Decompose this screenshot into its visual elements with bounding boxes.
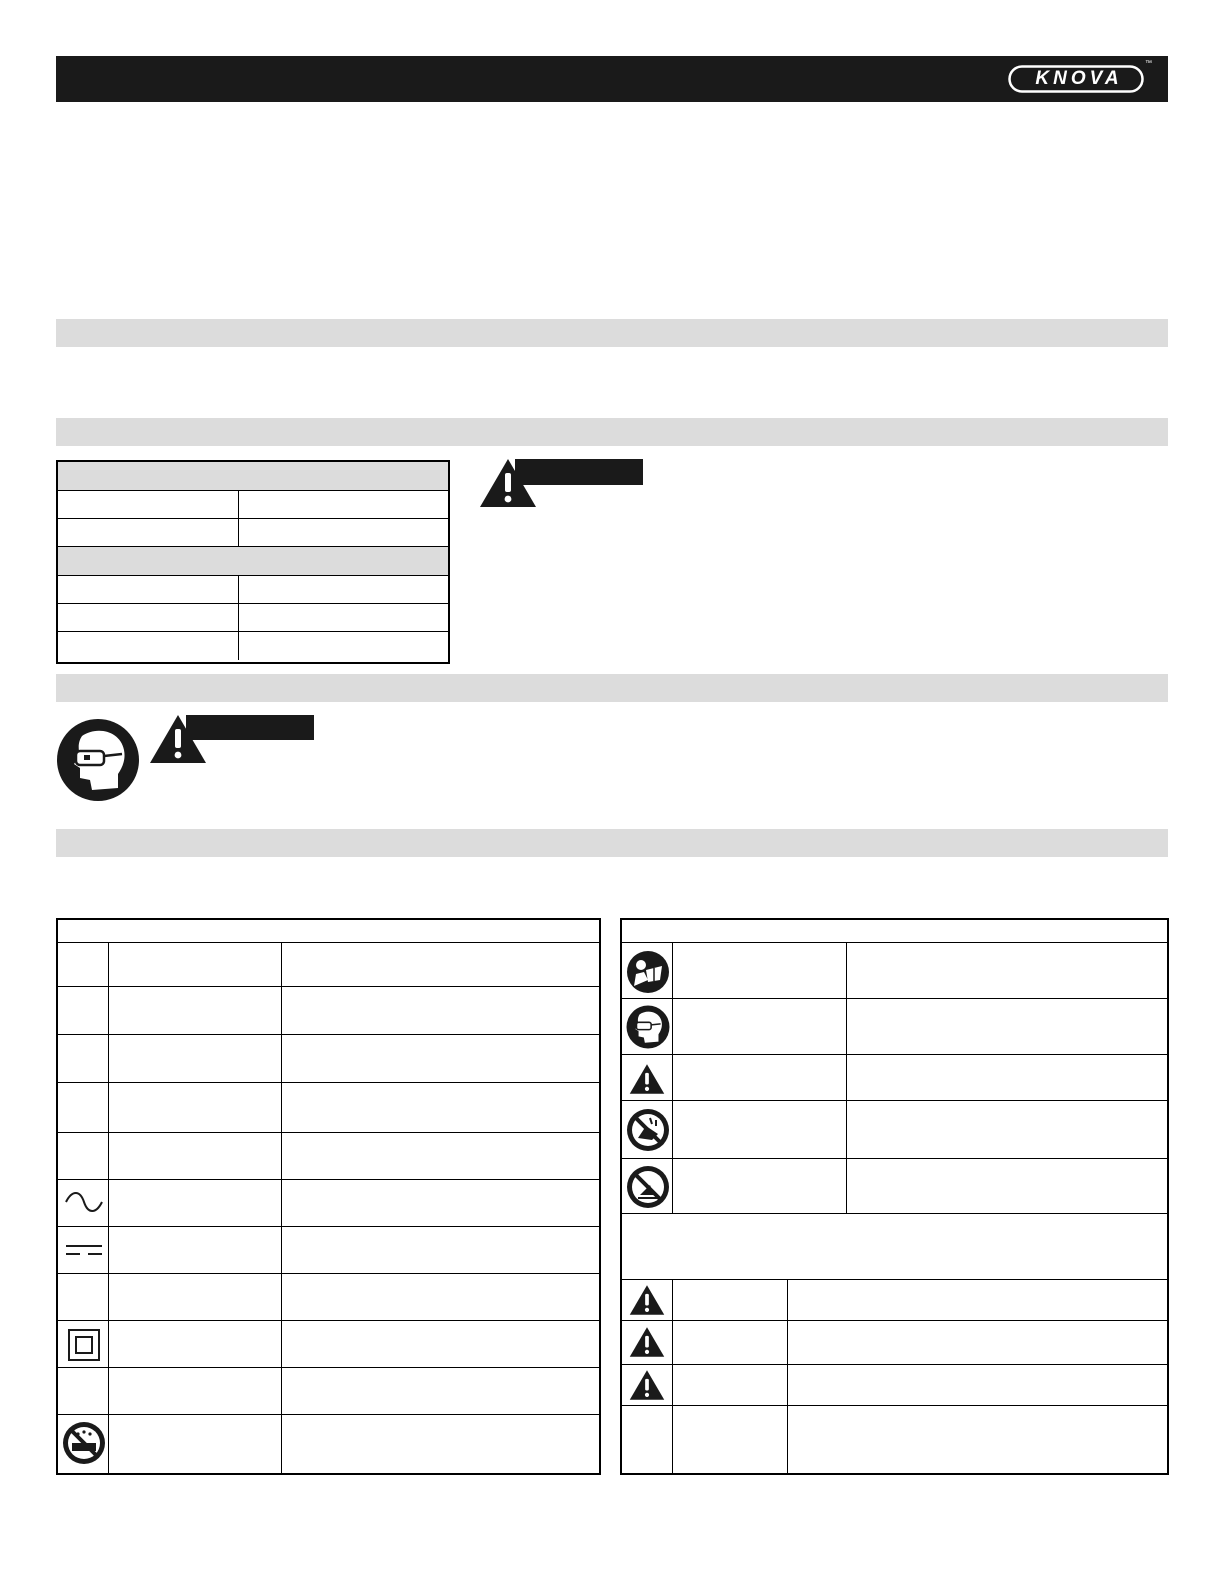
- warning-triangle-icon: [628, 1284, 666, 1316]
- double-insulation-icon: [68, 1329, 100, 1361]
- section-bar-3: [56, 674, 1168, 702]
- no-wet-surface-icon: [626, 1165, 670, 1209]
- table-row: [622, 1100, 1167, 1158]
- warning-triangle-icon: [628, 1063, 666, 1095]
- table-row: [622, 1320, 1167, 1364]
- alternating-current-icon: [64, 1192, 104, 1212]
- section-bar-2: [56, 418, 1168, 446]
- table-row: [622, 1405, 1167, 1473]
- warning-triangle-icon: [628, 1326, 666, 1358]
- signal-word-banner: [515, 459, 643, 485]
- warning-triangle-icon: [628, 1369, 666, 1401]
- specifications-table: [56, 460, 450, 664]
- table-row: [58, 1034, 599, 1082]
- table-row: [58, 1082, 599, 1132]
- brand-logo-text: KNOVA: [1035, 68, 1123, 89]
- table-row: [622, 1279, 1167, 1320]
- eye-protection-icon: [56, 718, 140, 802]
- table-row: [58, 1320, 599, 1367]
- table-row: [58, 1132, 599, 1179]
- symbols-table-left: [56, 918, 601, 1475]
- spec-group-header: [58, 462, 448, 491]
- no-water-exposure-icon: [626, 1108, 670, 1152]
- spec-row: [58, 632, 448, 660]
- spec-row: [58, 519, 448, 547]
- spec-row: [58, 491, 448, 519]
- section-bar-1: [56, 319, 1168, 347]
- brand-logo: [1008, 60, 1152, 93]
- table-row: [58, 1226, 599, 1273]
- table-row: [622, 1213, 1167, 1279]
- section-bar-4: [56, 829, 1168, 857]
- direct-current-icon: [64, 1243, 104, 1257]
- read-manual-icon: [626, 950, 670, 994]
- symbols-table-right: [620, 918, 1169, 1475]
- table-row: [58, 1414, 599, 1473]
- spec-group-header: [58, 547, 448, 576]
- table-row: [622, 1158, 1167, 1213]
- table-row: [622, 942, 1167, 998]
- table-row: [58, 1367, 599, 1414]
- table-row: [58, 1273, 599, 1320]
- table-row: [622, 1364, 1167, 1405]
- spec-row: [58, 576, 448, 604]
- spec-row: [58, 604, 448, 632]
- trademark-mark: ™: [1145, 60, 1152, 67]
- table-row: [58, 986, 599, 1034]
- table-row: [58, 942, 599, 986]
- table-row: [58, 1179, 599, 1226]
- table-row: [622, 998, 1167, 1054]
- table-row: [622, 1054, 1167, 1100]
- header-bar: [56, 56, 1168, 102]
- signal-word-banner: [186, 715, 314, 740]
- eye-protection-icon: [626, 1005, 670, 1049]
- no-rain-icon: [62, 1421, 106, 1465]
